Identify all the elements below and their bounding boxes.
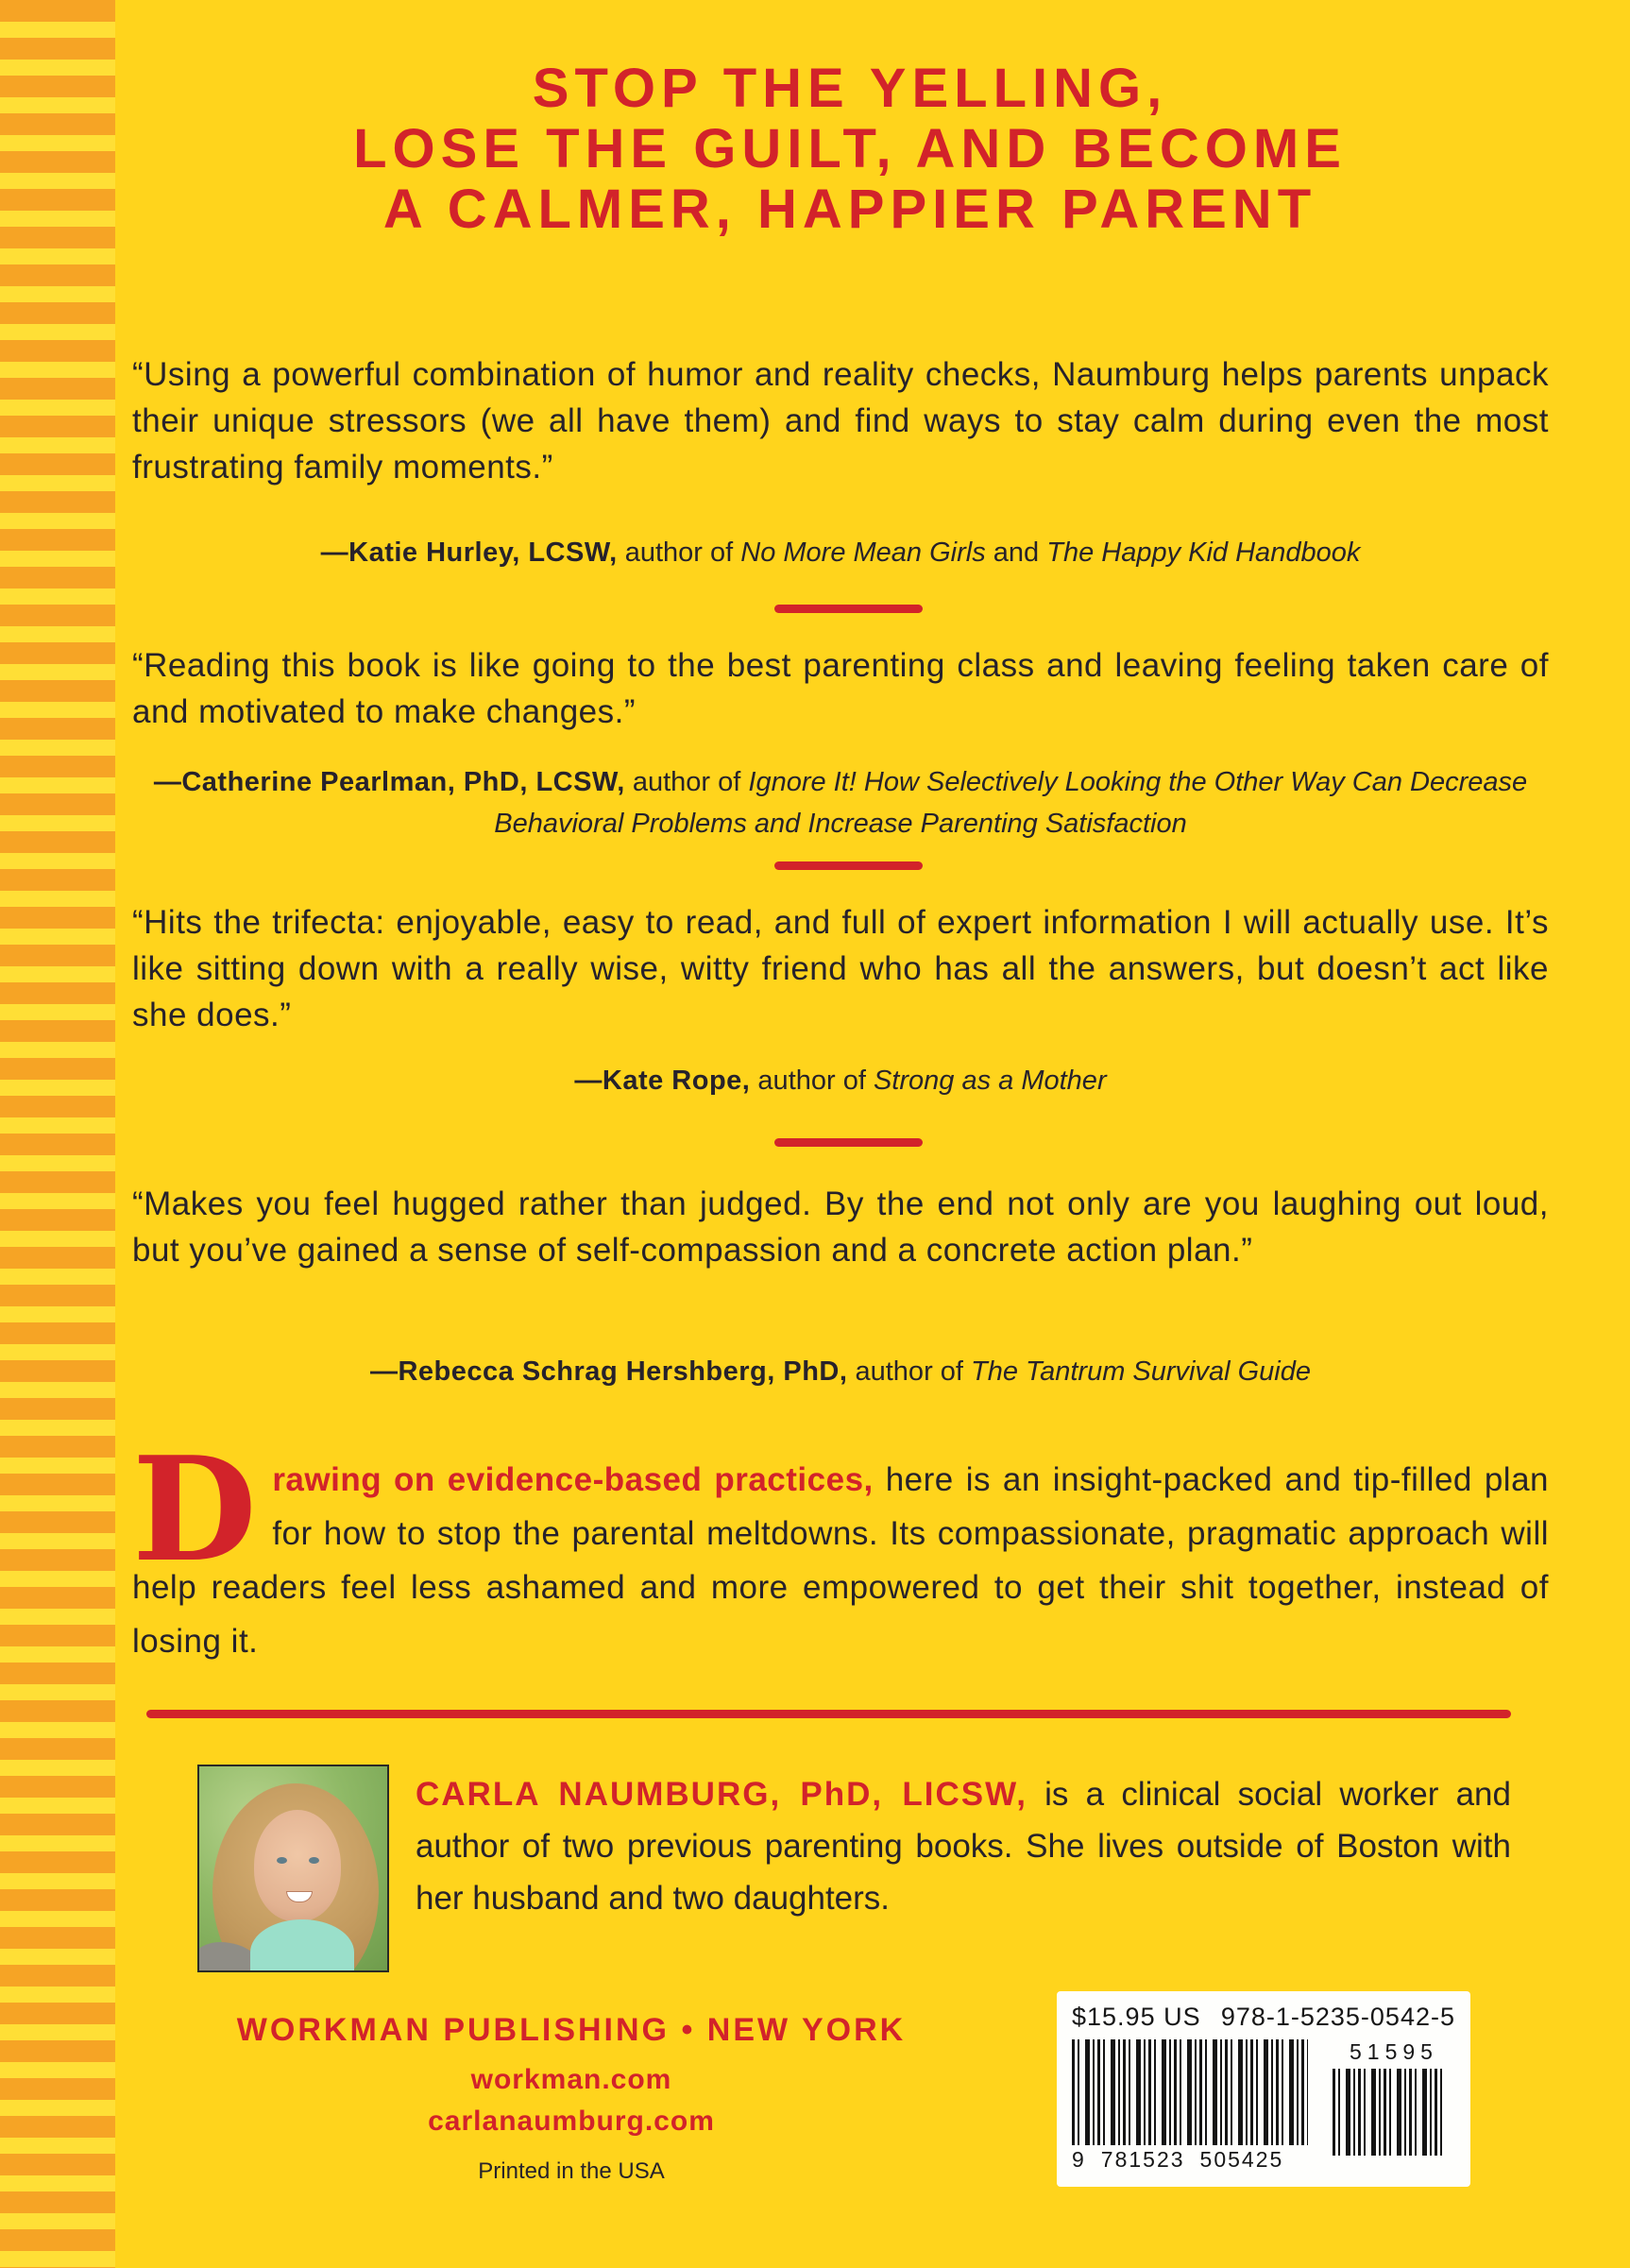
quote-4-attribution-mid: author of (847, 1356, 972, 1387)
printed-in-usa: Printed in the USA (478, 2158, 665, 2184)
ean-digits (1072, 2147, 1313, 2173)
author-photo (197, 1765, 389, 1972)
quote-2-book-title: Ignore It! How Selectively Looking the Other Way Can Decrease Behavioral Problems and Increase Parenting Satisfaction (494, 767, 1528, 839)
barcode-panel (1057, 1991, 1470, 2187)
quote-2-attribution (132, 761, 1549, 844)
price-label: $15.95 US (1072, 2003, 1201, 2031)
author-bio (416, 1768, 1511, 1924)
quote-3-attribution-name: —Kate Rope, (574, 1066, 751, 1096)
publisher-website: workman.com (470, 2064, 672, 2095)
quote-4-attribution (132, 1351, 1549, 1392)
quote-1-book-title-2: The Happy Kid Handbook (1046, 537, 1361, 568)
ean-barcode (1072, 2039, 1308, 2145)
author-name: CARLA NAUMBURG, PhD, LICSW, (416, 1776, 1027, 1813)
quote-4-text: “Makes you feel hugged rather than judged. By the end not only are you laughing out loud, but you’ve gained a sense of self-compassion and a concrete action plan.” (132, 1185, 1549, 1269)
drop-cap: D (132, 1424, 258, 1594)
author-website: carlanaumburg.com (428, 2106, 715, 2137)
quote-1-book-title-1: No More Mean Girls (740, 537, 986, 568)
section-divider-2 (774, 861, 923, 870)
author-bio-body: is a clinical social worker and author of two previous parenting books. She lives outside of Boston with her husband and two daughters. (416, 1776, 1511, 1917)
quote-1-text: “Using a powerful combination of humor and reality checks, Naumburg helps parents unpack their unique stressors (we all have them) and find ways to stay calm during even the most frustrating family moments.” (132, 356, 1549, 486)
ean-digit-lead: 9 (1072, 2147, 1086, 2172)
spine-stripe-pattern (0, 0, 115, 2268)
horizontal-rule (146, 1710, 1511, 1718)
author-photo-eye-right (309, 1857, 319, 1864)
headline (132, 59, 1568, 240)
quote-1-attribution (132, 532, 1549, 573)
section-divider-1 (774, 605, 923, 613)
quote-2-attribution-mid: author of (624, 767, 749, 797)
quote-4-book-title: The Tantrum Survival Guide (971, 1356, 1312, 1387)
headline-line-1: STOP THE YELLING, (532, 58, 1168, 119)
section-divider-3 (774, 1138, 923, 1147)
description-lead: rawing on evidence-based practices, (272, 1461, 874, 1498)
quote-1-attribution-and: and (985, 537, 1047, 568)
book-description (132, 1424, 1550, 1668)
publisher-line: WORKMAN PUBLISHING • NEW YORK (236, 2012, 907, 2048)
author-photo-eye-left (277, 1857, 287, 1864)
ean-digit-group-2: 505425 (1199, 2147, 1284, 2172)
quote-1-attribution-mid: author of (617, 537, 741, 568)
description-body: here is an insight-packed and tip-filled plan for how to stop the parental meltdowns. Its compassionate, pragmatic approach will help readers feel less ashamed and more empowered to get their shit together, instead of losing it. (132, 1461, 1550, 1660)
quote-4-attribution-name: —Rebecca Schrag Hershberg, PhD, (369, 1356, 848, 1387)
quote-3-book-title: Strong as a Mother (873, 1066, 1107, 1096)
quote-2-text: “Reading this book is like going to the best parenting class and leaving feeling taken care of and motivated to make changes.” (132, 647, 1549, 730)
headline-line-3: A CALMER, HAPPIER PARENT (382, 179, 1317, 240)
quote-3-text: “Hits the trifecta: enjoyable, easy to read, and full of expert information I will actually use. It’s like sitting down with a really wise, witty friend who has all the answers, but doesn’t act like she does.” (132, 904, 1549, 1033)
isbn-label: 978-1-5235-0542-5 (1220, 2003, 1455, 2031)
supplement-barcode (1333, 2069, 1444, 2156)
headline-line-2: LOSE THE GUILT, AND BECOME (353, 118, 1347, 179)
supplement-digits: 51595 (1350, 2039, 1438, 2064)
publisher-block (132, 2012, 1010, 2185)
quote-3-attribution-mid: author of (750, 1066, 874, 1096)
quote-3-attribution (132, 1060, 1549, 1101)
quote-1-attribution-name: —Katie Hurley, LCSW, (320, 537, 618, 568)
author-photo-face (254, 1810, 341, 1921)
ean-digit-group-1: 781523 (1100, 2147, 1185, 2172)
quote-2-attribution-name: —Catherine Pearlman, PhD, LCSW, (153, 767, 625, 797)
